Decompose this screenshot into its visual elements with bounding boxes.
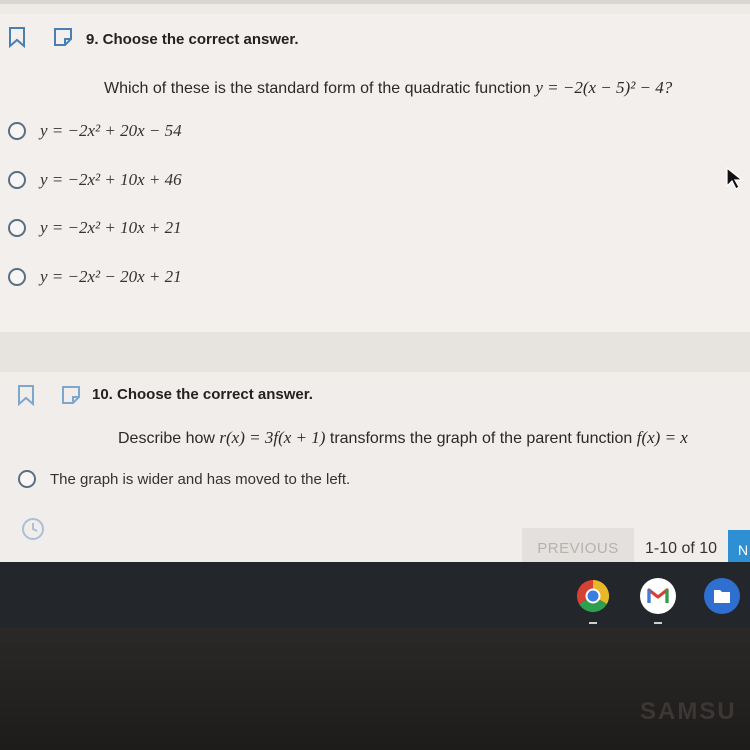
laptop-bezel [0, 628, 750, 750]
clock-icon[interactable] [20, 516, 46, 547]
answer-option-1[interactable] [8, 116, 182, 146]
page-count: 1-10 of 10 [645, 540, 718, 557]
question-10-card [0, 372, 750, 562]
radio-button[interactable] [8, 122, 26, 140]
option-label: y = −2x² − 20x + 21 [40, 267, 182, 286]
option-label: y = −2x² + 20x − 54 [40, 121, 182, 140]
question-10-prompt [118, 428, 688, 448]
os-shelf [0, 562, 750, 628]
question-9-prompt [104, 78, 672, 98]
question-9-card [0, 14, 750, 332]
question-9-prompt-text: Which of these is the standard form of the quadratic function [104, 80, 531, 97]
chrome-icon[interactable] [575, 578, 611, 614]
question-10-title: 10. Choose the correct answer. [92, 386, 313, 403]
note-icon[interactable] [52, 26, 74, 48]
option-label: y = −2x² + 10x + 46 [40, 170, 182, 189]
brand-logo: SAMSU [640, 698, 737, 725]
files-icon[interactable] [704, 578, 740, 614]
question-10-prompt-math-2: f(x) = x [636, 428, 688, 447]
answer-option-4[interactable] [8, 262, 182, 292]
option-label: y = −2x² + 10x + 21 [40, 218, 182, 237]
question-9-title: 9. Choose the correct answer. [86, 31, 299, 48]
answer-option-1[interactable] [18, 464, 350, 494]
question-9-prompt-math: y = −2(x − 5)² − 4? [535, 78, 673, 97]
radio-button[interactable] [8, 268, 26, 286]
bookmark-icon[interactable] [17, 384, 35, 406]
radio-button[interactable] [8, 219, 26, 237]
bookmark-icon[interactable] [8, 26, 26, 48]
previous-button[interactable]: PREVIOUS [522, 528, 634, 562]
question-10-prompt-text-2: transforms the graph of the parent function [329, 430, 633, 447]
option-label: The graph is wider and has moved to the left. [50, 470, 351, 488]
gmail-icon[interactable] [640, 578, 676, 614]
radio-button[interactable] [8, 171, 26, 189]
answer-option-2[interactable] [8, 165, 182, 195]
running-indicator [589, 622, 597, 624]
mouse-cursor-icon [725, 166, 745, 195]
top-divider [0, 0, 750, 4]
question-10-prompt-math-1: r(x) = 3f(x + 1) [219, 428, 326, 447]
answer-option-3[interactable] [8, 213, 182, 243]
note-icon[interactable] [60, 384, 82, 406]
radio-button[interactable] [18, 470, 36, 488]
next-button[interactable]: N [728, 530, 750, 562]
question-separator [0, 332, 750, 372]
running-indicator [654, 622, 662, 624]
question-10-prompt-text: Describe how [118, 430, 215, 447]
